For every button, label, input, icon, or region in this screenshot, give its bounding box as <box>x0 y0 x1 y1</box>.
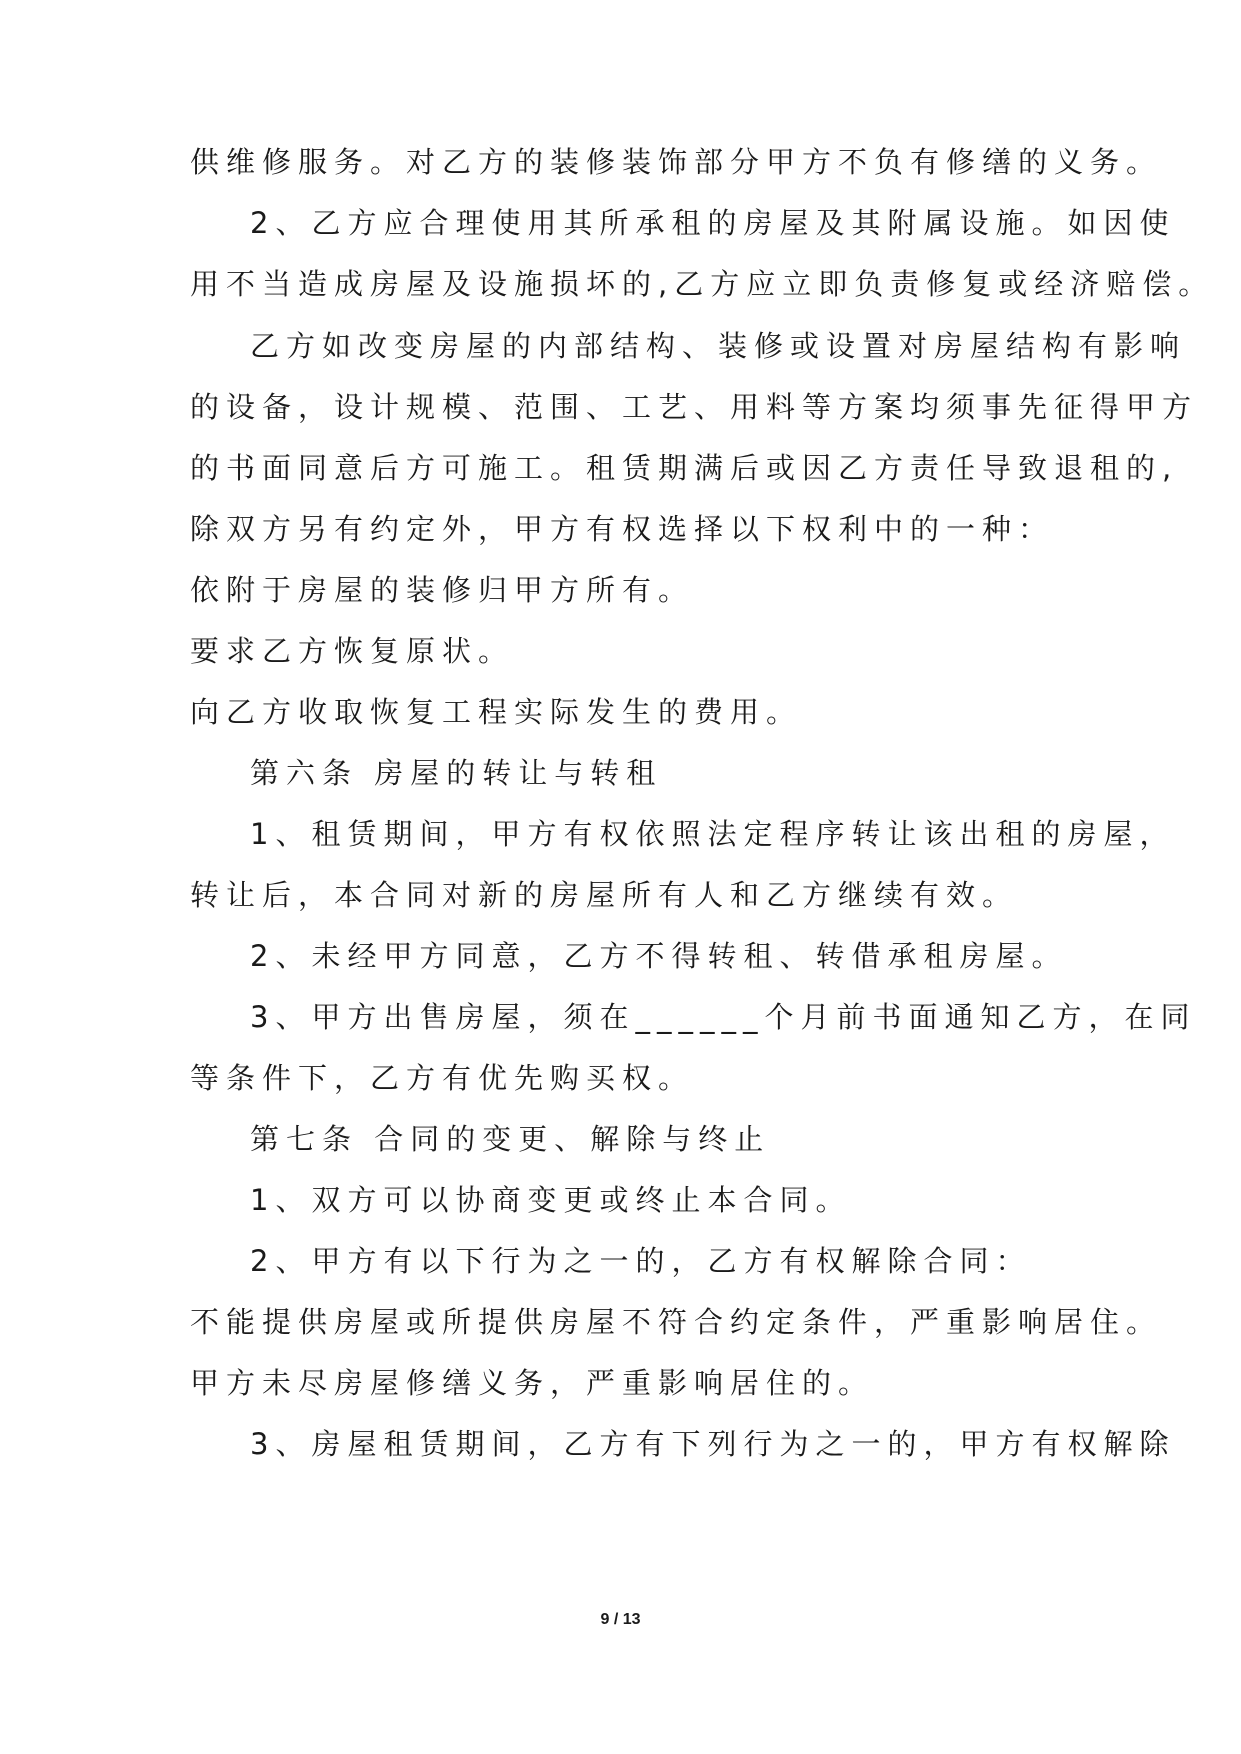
text-line: 转让后，本合同对新的房屋所有人和乙方继续有效。 <box>190 878 1019 912</box>
text-line: 2、未经甲方同意，乙方不得转租、转借承租房屋。 <box>250 939 1068 973</box>
page-number: 9 / 13 <box>600 1611 641 1628</box>
text-line: 1、租赁期间，甲方有权依照法定程序转让该出租的房屋， <box>250 817 1176 851</box>
text-line: 1、双方可以协商变更或终止本合同。 <box>250 1183 852 1217</box>
text-line: 用不当造成房屋及设施损坏的,乙方应立即负责修复或经济赔偿。 <box>190 267 1215 301</box>
text-line: 等条件下，乙方有优先购买权。 <box>190 1061 695 1095</box>
text-line: 的设备，设计规模、范围、工艺、用料等方案均须事先征得甲方 <box>190 390 1199 424</box>
text-line: 供维修服务。对乙方的装修装饰部分甲方不负有修缮的义务。 <box>190 145 1163 179</box>
text-line: 2、乙方应合理使用其所承租的房屋及其附属设施。如因使 <box>250 206 1176 240</box>
text-line: 甲方未尽房屋修缮义务，严重影响居住的。 <box>190 1366 875 1400</box>
text-line: 除双方另有约定外，甲方有权选择以下权利中的一种： <box>190 512 1055 546</box>
section-heading: 第七条 合同的变更、解除与终止 <box>250 1122 771 1156</box>
text-line: 3、房屋租赁期间，乙方有下列行为之一的，甲方有权解除 <box>250 1427 1176 1461</box>
text-line: 向乙方收取恢复工程实际发生的费用。 <box>190 695 803 729</box>
text-line: 要求乙方恢复原状。 <box>190 634 515 668</box>
text-line: 的书面同意后方可施工。租赁期满后或因乙方责任导致退租的, <box>190 451 1179 485</box>
text-line: 2、甲方有以下行为之一的，乙方有权解除合同： <box>250 1244 1032 1278</box>
text-line: 不能提供房屋或所提供房屋不符合约定条件，严重影响居住。 <box>190 1305 1163 1339</box>
text-line: 依附于房屋的装修归甲方所有。 <box>190 573 695 607</box>
text-line: 3、甲方出售房屋，须在______个月前书面通知乙方，在同 <box>250 1000 1197 1034</box>
text-line: 乙方如改变房屋的内部结构、装修或设置对房屋结构有影响 <box>250 329 1187 363</box>
section-heading: 第六条 房屋的转让与转租 <box>250 756 663 790</box>
